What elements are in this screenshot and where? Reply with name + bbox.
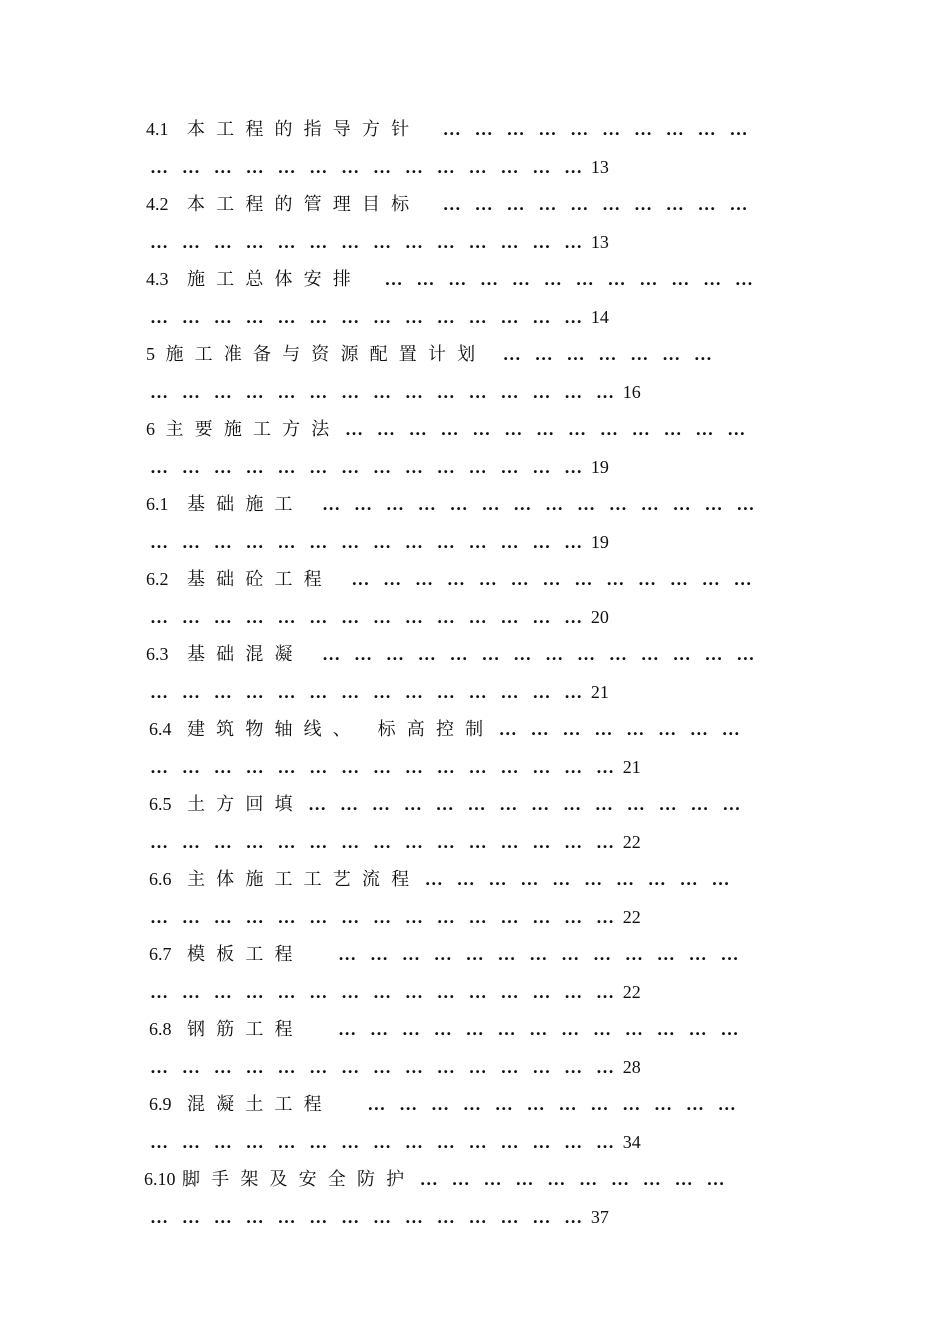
toc-entry-6-5[interactable] (0, 790, 950, 865)
toc-title: 施工总体安排 (187, 269, 362, 289)
toc-entry-6-7[interactable] (0, 940, 950, 1015)
toc-page-number: 19 (590, 532, 609, 552)
toc-number: 6.9 (149, 1094, 172, 1114)
toc-title: 建筑物轴线、 标高控制 (187, 719, 495, 739)
toc-number: 6.4 (149, 719, 172, 739)
toc-leader: … … … … … … … … … … … … … (338, 1019, 741, 1039)
toc-page-number: 16 (622, 382, 641, 402)
toc-leader: … … … … … … … … … … … … … … (150, 457, 585, 477)
toc-leader: … … … … … … … … … … … … … … (150, 532, 585, 552)
toc-title: 主体施工工艺流程 (187, 869, 421, 889)
toc-entry-6[interactable] (0, 415, 950, 490)
toc-page-number: 22 (622, 907, 641, 927)
toc-page-number: 20 (590, 607, 609, 627)
toc-title: 基础砼工程 (187, 569, 333, 589)
toc-title: 钢筋工程 (187, 1019, 304, 1039)
toc-title: 本工程的指导方针 (187, 119, 421, 139)
toc-leader: … … … … … … … … … … … … … … … (150, 757, 617, 777)
toc-page-number: 13 (590, 157, 609, 177)
toc-page-number: 37 (590, 1207, 609, 1227)
toc-title: 混凝土工程 (187, 1094, 333, 1114)
toc-leader: … … … … … … … … … … … … … (344, 419, 748, 439)
toc-leader: … … … … … … … … … … … … … … (150, 682, 585, 702)
toc-page-number: 21 (590, 682, 609, 702)
toc-title: 本工程的管理目标 (187, 194, 421, 214)
toc-entry-6-2[interactable] (0, 565, 950, 640)
toc-title: 基础施工 (187, 494, 304, 514)
toc-leader: … … … … … … … … … … (442, 119, 750, 139)
toc-number: 6.5 (149, 794, 172, 814)
toc-leader: … … … … … … … … … … … … … … (308, 794, 743, 814)
toc-leader: … … … … … … … … … … … … … … (150, 607, 585, 627)
toc-number: 4.3 (146, 269, 169, 289)
toc-page-number: 22 (622, 832, 641, 852)
toc-leader: … … … … … … … … … … (442, 194, 750, 214)
toc-leader: … … … … … … … … … … … … … … (150, 307, 585, 327)
toc-number: 6.8 (149, 1019, 172, 1039)
toc-entry-4-1[interactable] (0, 115, 950, 190)
toc-leader: … … … … … … … … (498, 719, 742, 739)
toc-entry-6-1[interactable] (0, 490, 950, 565)
toc-number: 6.6 (149, 869, 172, 889)
toc-leader: … … … … … … … … … … … … … … (150, 1207, 585, 1227)
toc-entry-6-4[interactable] (0, 715, 950, 790)
toc-title: 土方回填 (187, 794, 304, 814)
toc-leader: … … … … … … … … … … … … … … (150, 232, 585, 252)
toc-number: 6.10 (144, 1169, 176, 1189)
toc-number: 6.2 (146, 569, 169, 589)
toc-number: 6.1 (146, 494, 169, 514)
toc-leader: … … … … … … … … … … … … … … … (150, 382, 617, 402)
toc-leader: … … … … … … … … … … (424, 869, 732, 889)
toc-number: 6.3 (146, 644, 169, 664)
toc-leader: … … … … … … … … … … … … … … (150, 157, 585, 177)
toc-leader: … … … … … … … … … … … … … … … (150, 832, 617, 852)
toc-title: 脚手架及安全防护 (182, 1169, 416, 1189)
toc-title: 主要施工方法 (165, 419, 341, 439)
toc-page-number: 19 (590, 457, 609, 477)
toc-number: 4.1 (146, 119, 169, 139)
toc-leader: … … … … … … … … … … … … … … (322, 494, 757, 514)
toc-entry-4-3[interactable] (0, 265, 950, 340)
toc-title: 基础混凝 (187, 644, 304, 664)
toc-leader: … … … … … … … … … … … … … … (322, 644, 757, 664)
toc-number: 5 (146, 344, 155, 364)
toc-leader: … … … … … … … … … … … … … … … (150, 1057, 617, 1077)
toc-entry-6-9[interactable] (0, 1090, 950, 1165)
toc-entry-5[interactable] (0, 340, 950, 415)
toc-page-number: 13 (590, 232, 609, 252)
toc-leader: … … … … … … … … … … … … (384, 269, 756, 289)
toc-title: 施工准备与资源配置计划 (165, 344, 487, 364)
toc-page-number: 22 (622, 982, 641, 1002)
toc-number: 6 (146, 419, 155, 439)
toc-page-number: 34 (622, 1132, 641, 1152)
toc-leader: … … … … … … … … … … … … … (351, 569, 754, 589)
toc-leader: … … … … … … … (502, 344, 715, 364)
toc-leader: … … … … … … … … … … … … … … … (150, 907, 617, 927)
toc-page-number: 21 (622, 757, 641, 777)
toc-leader: … … … … … … … … … … … … … (338, 944, 741, 964)
toc-entry-6-10[interactable] (0, 1165, 950, 1240)
toc-leader: … … … … … … … … … … … … (367, 1094, 738, 1114)
toc-page-number: 28 (622, 1057, 641, 1077)
toc-number: 6.7 (149, 944, 172, 964)
toc-page-number: 14 (590, 307, 609, 327)
toc-entry-6-3[interactable] (0, 640, 950, 715)
toc-leader: … … … … … … … … … … … … … … … (150, 982, 617, 1002)
toc-leader: … … … … … … … … … … (419, 1169, 727, 1189)
toc-entry-4-2[interactable] (0, 190, 950, 265)
toc-entry-6-6[interactable] (0, 865, 950, 940)
toc-number: 4.2 (146, 194, 169, 214)
toc-title: 模板工程 (187, 944, 304, 964)
toc-leader: … … … … … … … … … … … … … … … (150, 1132, 617, 1152)
toc-entry-6-8[interactable] (0, 1015, 950, 1090)
